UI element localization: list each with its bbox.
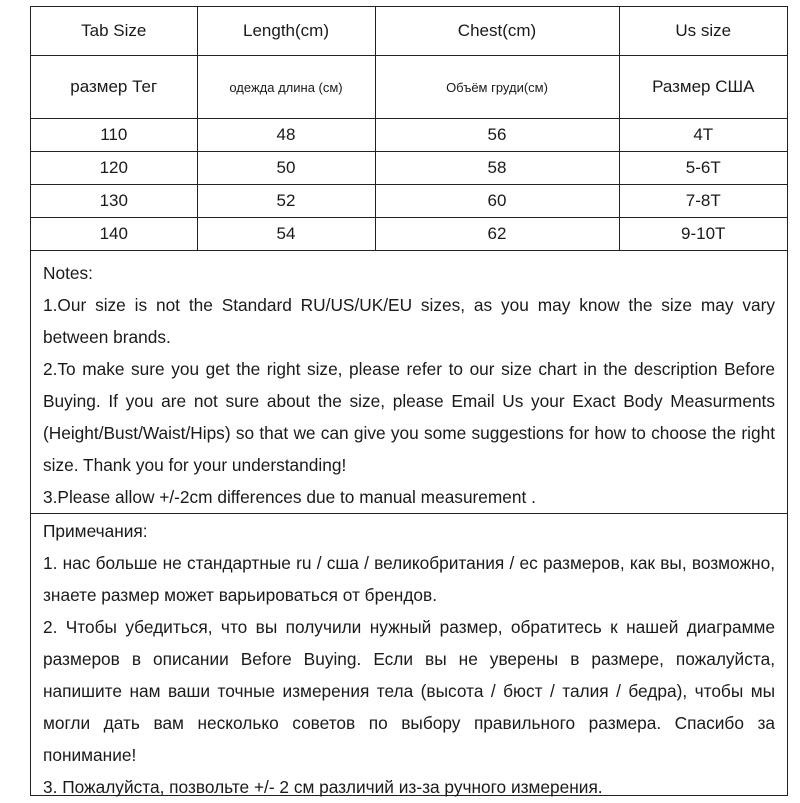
table-header-row-en bbox=[31, 7, 787, 56]
size-table bbox=[31, 7, 787, 251]
note-item: 1.Our size is not the Standard RU/US/UK/EU sizes, as you may know the size may vary between brands. bbox=[43, 295, 775, 347]
header-us-size-ru: Размер США bbox=[619, 56, 787, 119]
cell-us-size: 9-10T bbox=[619, 218, 787, 251]
notes-title-en: Notes: bbox=[43, 263, 93, 283]
cell-chest: 62 bbox=[375, 218, 619, 251]
header-chest: Chest(cm) bbox=[375, 7, 619, 56]
cell-us-size: 7-8T bbox=[619, 185, 787, 218]
size-chart-sheet bbox=[30, 6, 788, 796]
cell-length: 48 bbox=[197, 119, 375, 152]
note-item: 3.Please allow +/-2cm differences due to manual measurement . bbox=[43, 487, 536, 507]
header-tab-size-ru: размер Тег bbox=[31, 56, 197, 119]
header-us-size: Us size bbox=[619, 7, 787, 56]
cell-us-size: 5-6T bbox=[619, 152, 787, 185]
cell-chest: 60 bbox=[375, 185, 619, 218]
table-row bbox=[31, 185, 787, 218]
cell-length: 50 bbox=[197, 152, 375, 185]
cell-tab-size: 130 bbox=[31, 185, 197, 218]
cell-tab-size: 140 bbox=[31, 218, 197, 251]
table-row bbox=[31, 119, 787, 152]
note-item: 2. Чтобы убедиться, что вы получили нужный размер, обратитесь к нашей диаграмме размеров в описании Before Buying. Если вы не уверены в размере, пожалуйста, напишите нам ваши точные измерения тела (высота / бюст / талия / бедра), чтобы мы могли дать вам несколько советов по выбору правильного размера. Спасибо за понимание! bbox=[43, 617, 775, 765]
cell-tab-size: 110 bbox=[31, 119, 197, 152]
header-chest-ru: Объём груди(см) bbox=[375, 56, 619, 119]
cell-length: 52 bbox=[197, 185, 375, 218]
notes-title-ru: Примечания: bbox=[43, 521, 148, 541]
header-length: Length(cm) bbox=[197, 7, 375, 56]
cell-chest: 56 bbox=[375, 119, 619, 152]
cell-us-size: 4T bbox=[619, 119, 787, 152]
notes-section-en bbox=[31, 251, 787, 514]
note-item: 3. Пожалуйста, позвольте +/- 2 см различий из-за ручного измерения. bbox=[43, 777, 603, 797]
header-tab-size: Tab Size bbox=[31, 7, 197, 56]
cell-tab-size: 120 bbox=[31, 152, 197, 185]
table-header-row-ru bbox=[31, 56, 787, 119]
cell-chest: 58 bbox=[375, 152, 619, 185]
table-row bbox=[31, 218, 787, 251]
note-item: 2.To make sure you get the right size, please refer to our size chart in the description Before Buying. If you are not sure about the size, please Email Us your Exact Body Measurments (Height/Bust/Waist/Hips) so that we can give you some suggestions for how to choose the right size. Thank you for your understanding! bbox=[43, 359, 775, 475]
header-length-ru: одежда длина (см) bbox=[197, 56, 375, 119]
note-item: 1. нас больше не стандартные ru / сша / великобритания / ес размеров, как вы, возможно, знаете размер может варьироваться от брендов. bbox=[43, 553, 775, 605]
cell-length: 54 bbox=[197, 218, 375, 251]
notes-section-ru bbox=[31, 514, 787, 797]
table-row bbox=[31, 152, 787, 185]
